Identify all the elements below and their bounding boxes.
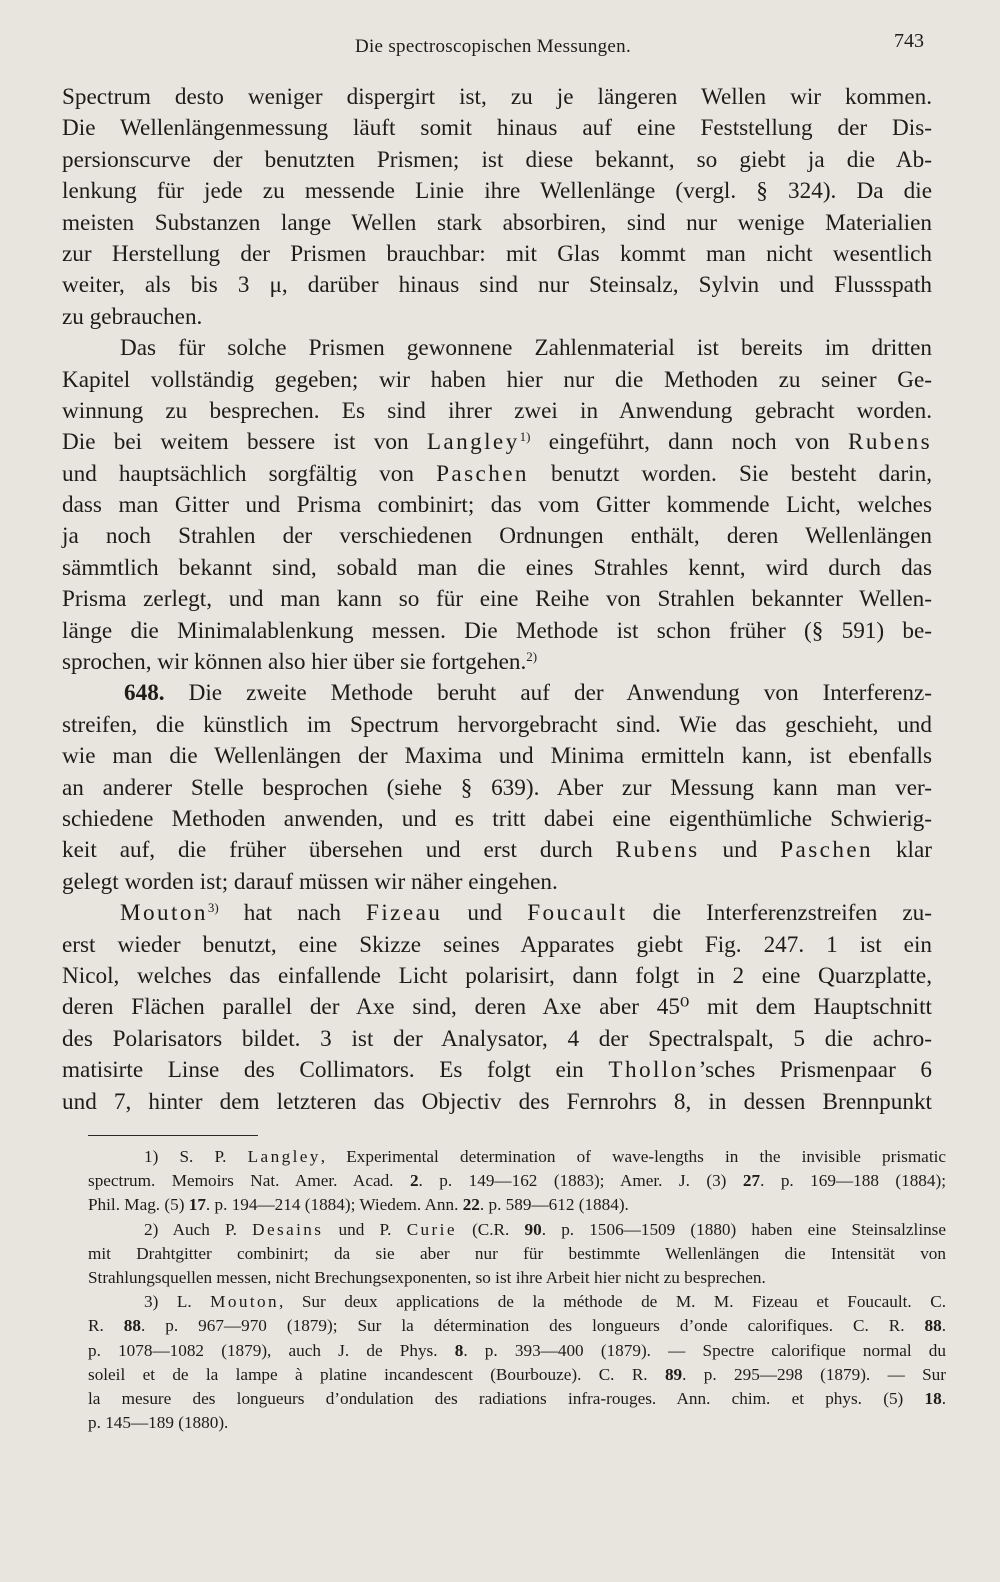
footnote-line — [88, 1387, 946, 1411]
text-line: Nicol, welches das einfallende Licht polarisirt, dann folgt in 2 eine Quarzplatte, — [62, 962, 932, 989]
text-line: länge die Minimalablenkung messen. Die Methode ist schon früher (§ 591) be- — [62, 617, 932, 644]
text-run: . p. 295—298 (1879). — Sur — [682, 1364, 946, 1384]
text-run: . p. 393—400 (1879). — Spectre calorifique normal du — [463, 1340, 946, 1360]
text-line: streifen, die künstlich im Spectrum hervorgebracht sind. Wie das geschieht, und — [62, 711, 932, 738]
footnote-line — [88, 1339, 946, 1363]
author-name: Rubens — [848, 429, 932, 456]
text-line: zu gebrauchen. — [62, 303, 203, 330]
footnote-line: Strahlungsquellen messen, nicht Brechungsexponenten, so ist ihre Arbeit hier nicht zu besprechen. — [88, 1267, 766, 1287]
text-line: sämmtlich bekannt sind, sobald man die eines Strahles kennt, wird durch das — [62, 554, 932, 581]
footnote-line: p. 145—189 (1880). — [88, 1413, 229, 1433]
footnote-ref: 3) — [207, 900, 219, 916]
text-run: (C.R. — [456, 1219, 525, 1239]
footnote-line: mit Drahtgitter combinirt; da sie aber nur für bestimmte Wellenlängen die Intensität von — [88, 1243, 946, 1263]
text-line: Kapitel vollständig gegeben; wir haben hier nur die Methoden zu seiner Ge- — [62, 366, 932, 393]
main-text — [62, 82, 932, 1118]
text-run: . — [941, 1316, 947, 1336]
author-name: Mouton — [210, 1292, 279, 1312]
text-run: . — [941, 1388, 946, 1408]
text-line: schiedene Methoden anwenden, und es tritt dabei eine eigenthümliche Schwierig- — [62, 805, 932, 832]
text-run: 3) L. — [144, 1292, 211, 1312]
text-run: die Interferenzstreifen zu- — [627, 900, 932, 927]
text-line — [62, 647, 932, 678]
author-name: Desains — [252, 1219, 324, 1239]
text-line: meisten Substanzen lange Wellen stark absorbiren, sind nur wenige Materialien — [62, 209, 932, 236]
text-line — [62, 427, 932, 458]
text-line — [62, 678, 932, 709]
author-name: Paschen — [436, 460, 529, 487]
volume-number: 89 — [664, 1364, 683, 1384]
author-name: Curie — [406, 1219, 457, 1239]
text-run: sprochen, wir können also hier über sie fortgehen. — [62, 649, 527, 676]
text-run: . p. 589—612 (1884). — [479, 1195, 629, 1215]
text-line — [62, 459, 932, 490]
footnote-line — [88, 1169, 946, 1193]
text-line: Das für solche Prismen gewonnene Zahlenmaterial ist bereits im dritten — [120, 335, 932, 362]
volume-number: 2 — [409, 1171, 419, 1191]
author-name: Foucault — [527, 900, 628, 927]
text-run: . p. 169—188 (1884); — [760, 1171, 946, 1191]
text-run: und hauptsächlich sorgfältig von — [62, 460, 437, 487]
text-line: gelegt worden ist; darauf müssen wir näher eingehen. — [62, 868, 558, 895]
text-line: persionscurve der benutzten Prismen; ist diese bekannt, so giebt ja die Ab- — [62, 146, 932, 173]
text-run: hat nach — [218, 900, 367, 927]
text-line: lenkung für jede zu messende Linie ihre Wellenlänge (vergl. § 324). Da die — [62, 178, 932, 205]
text-run: eingeführt, dann noch von — [530, 429, 849, 456]
text-line: deren Flächen parallel der Axe sind, deren Axe aber 45⁰ mit dem Hauptschnitt — [62, 994, 932, 1021]
text-run: . p. 149—162 (1883); Amer. J. (3) — [418, 1171, 743, 1191]
text-run: klar — [873, 837, 932, 864]
text-line: Spectrum desto weniger dispergirt ist, zu je längeren Wellen wir kommen. — [62, 84, 932, 110]
text-run: . p. 1506—1509 (1880) haben eine Steinsalzlinse — [541, 1219, 947, 1239]
volume-number: 88 — [123, 1316, 141, 1336]
footnote-line — [88, 1290, 946, 1314]
text-line — [62, 835, 932, 866]
author-name: Paschen — [780, 837, 874, 864]
text-run: spectrum. Memoirs Nat. Amer. Acad. — [88, 1171, 410, 1191]
text-line: an anderer Stelle besprochen (siehe § 639). Aber zur Messung kann man ver- — [62, 774, 932, 801]
footnote-divider — [88, 1135, 258, 1136]
text-run: la mesure des longueurs d’ondulation des radiations infra-rouges. Ann. chim. et phys. (5) — [88, 1388, 925, 1408]
text-line: des Polarisators bildet. 3 ist der Analysator, 4 der Spectralspalt, 5 die achro- — [62, 1025, 932, 1052]
text-run: Phil. Mag. (5) — [88, 1195, 189, 1215]
text-run: . p. 194—214 (1884); Wiedem. Ann. — [205, 1195, 463, 1215]
text-line: Prisma zerlegt, und man kann so für eine Reihe von Strahlen bekannter Wellen- — [62, 586, 932, 613]
text-run: . p. 967—970 (1879); Sur la détermination des longueurs d’onde calorifiques. C. R. — [140, 1316, 925, 1336]
author-name: Mouton — [120, 900, 208, 927]
running-head: Die spectroscopischen Messungen. — [354, 36, 632, 57]
text-run: keit auf, die früher übersehen und erst durch — [62, 837, 616, 864]
text-run: soleil et de la lampe à platine incandescent (Bourbouze). C. R. — [88, 1364, 665, 1384]
page-number: 743 — [894, 30, 924, 52]
footnote-line — [88, 1363, 946, 1387]
footnote-line — [88, 1145, 946, 1169]
author-name: Thollon — [608, 1057, 699, 1084]
text-run: matisirte Linse des Collimators. Es folgt ein — [62, 1057, 609, 1084]
text-line — [62, 898, 932, 929]
author-name: Langley — [426, 429, 520, 456]
author-name: Rubens — [615, 837, 700, 864]
text-line: zur Herstellung der Prismen brauchbar: mit Glas kommt man nicht wesentlich — [62, 240, 932, 267]
text-run: und — [442, 900, 528, 927]
volume-number: 27 — [742, 1171, 761, 1191]
volume-number: 8 — [454, 1340, 464, 1360]
text-run: benutzt worden. Sie besteht darin, — [528, 460, 932, 487]
footnote-line — [88, 1218, 946, 1242]
author-name: Langley — [247, 1147, 321, 1166]
text-run: , Sur deux applications de la méthode de M. M. Fizeau et Foucault. C. — [279, 1292, 946, 1312]
text-line: winnung zu besprechen. Es sind ihrer zwei in Anwendung gebracht worden. — [62, 397, 932, 424]
section-number: 648. — [124, 680, 165, 707]
text-line — [62, 1055, 932, 1086]
author-name: Fizeau — [366, 900, 443, 927]
volume-number: 22 — [462, 1195, 480, 1215]
footnote-ref: 2) — [526, 649, 538, 665]
text-line: dass man Gitter und Prisma combinirt; das vom Gitter kommende Licht, welches — [62, 492, 932, 519]
volume-number: 90 — [524, 1219, 542, 1239]
text-run: 1) S. P. — [144, 1147, 248, 1166]
footnote-ref: 1) — [519, 429, 531, 445]
text-run: p. 1078—1082 (1879), auch J. de Phys. — [88, 1340, 455, 1360]
footnote-line — [88, 1314, 946, 1338]
footnote-line — [88, 1193, 946, 1217]
volume-number: 18 — [924, 1388, 942, 1408]
text-line: ja noch Strahlen der verschiedenen Ordnungen enthält, deren Wellenlängen — [62, 523, 932, 550]
volume-number: 88 — [924, 1316, 942, 1336]
text-run: , Experimental determination of wave-lengths in the invisible prismatic — [320, 1147, 946, 1166]
footnotes — [88, 1145, 946, 1435]
text-run: 2) Auch P. — [144, 1219, 253, 1239]
volume-number: 17 — [188, 1195, 206, 1215]
text-line: Die Wellenlängenmessung läuft somit hinaus auf eine Feststellung der Dis- — [62, 115, 932, 142]
text-line: wie man die Wellenlängen der Maxima und Minima ermitteln kann, ist ebenfalls — [62, 743, 932, 770]
text-line: und 7, hinter dem letzteren das Objectiv des Fernrohrs 8, in dessen Brennpunkt — [62, 1088, 932, 1115]
page-header — [62, 30, 924, 64]
text-run: und — [699, 837, 781, 864]
text-run: Die zweite Methode beruht auf der Anwendung von Interferenz- — [164, 680, 932, 707]
text-run: ’sches Prismenpaar 6 — [698, 1057, 932, 1084]
text-run: und P. — [323, 1219, 407, 1239]
text-line: erst wieder benutzt, eine Skizze seines Apparates giebt Fig. 247. 1 ist ein — [62, 931, 932, 958]
text-run: Die bei weitem bessere ist von — [62, 429, 427, 456]
text-line: weiter, als bis 3 μ, darüber hinaus sind nur Steinsalz, Sylvin und Flussspath — [62, 272, 932, 299]
text-run: R. — [88, 1316, 124, 1336]
